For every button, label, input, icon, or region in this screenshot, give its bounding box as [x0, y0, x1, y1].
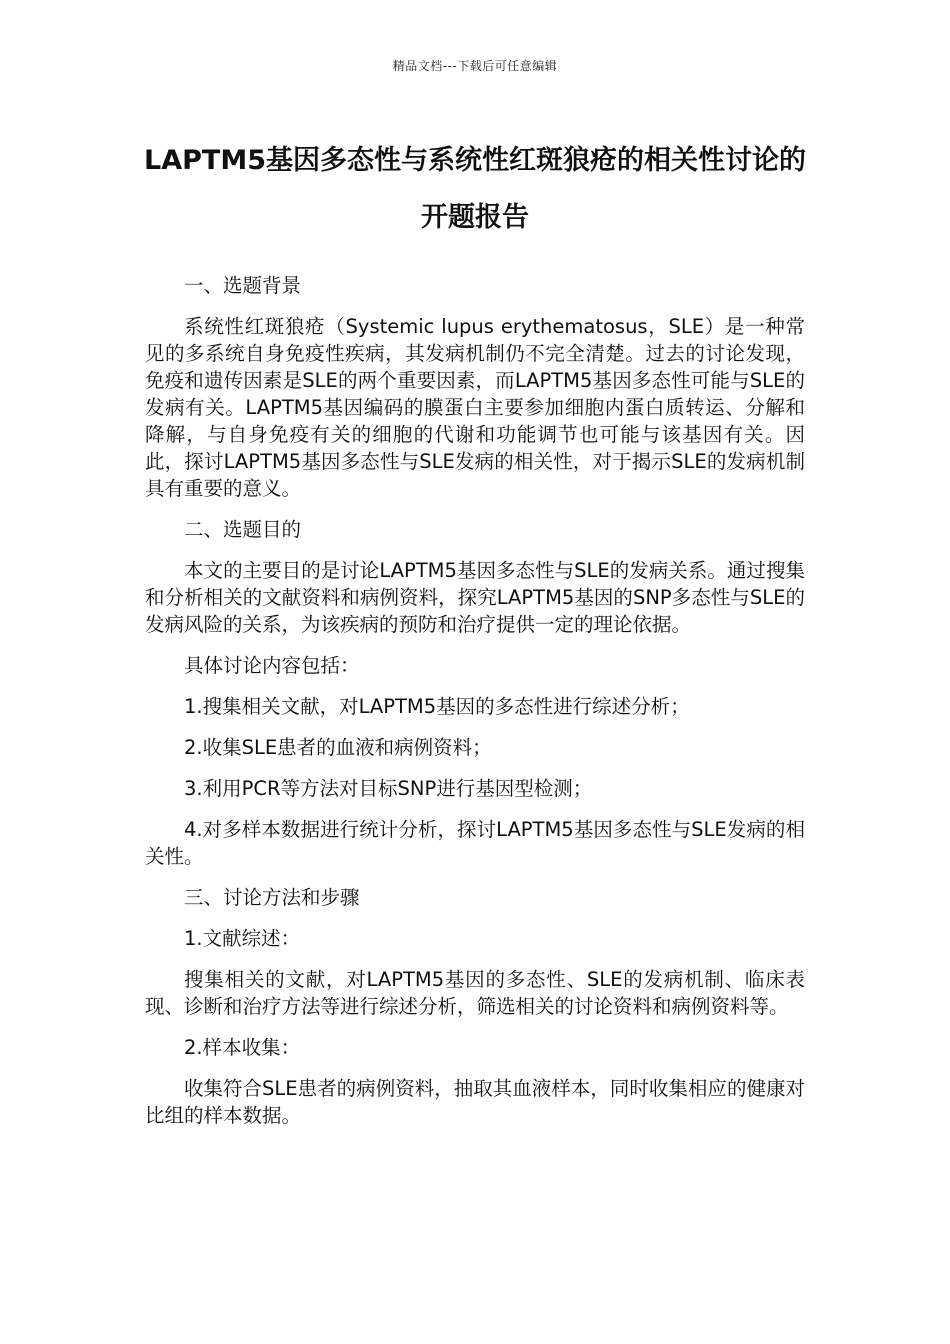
section-heading-purpose: 二、选题目的: [184, 518, 302, 541]
paragraph-purpose: 本文的主要目的是讨论LAPTM5基因多态性与SLE的发病关系。通过搜集和分析相关的文献资料和病例资料，探究LAPTM5基因的SNP多态性与SLE的发病风险的关系，为该疾病的预防和治疗提供一定的理论依据。: [145, 559, 805, 636]
document-title: LAPTM5基因多态性与系统性红斑狼疮的相关性讨论的开题报告: [144, 145, 806, 233]
paragraph-sample-collection: 收集符合SLE患者的病例资料，抽取其血液样本，同时收集相应的健康对比组的样本数据。: [145, 1077, 805, 1127]
paragraph-background: 系统性红斑狼疮（Systemic lupus erythematosus，SLE）是一种常见的多系统自身免疫性疾病，其发病机制仍不完全清楚。过去的讨论发现，免疫和遗传因素是SLE的两个重要因素，而LAPTM5基因多态性可能与SLE的发病有关。LAPTM5基因编码的膜蛋白主要参加细胞内蛋白质转运、分解和降解，与自身免疫有关的细胞的代谢和功能调节也可能与该基因有关。因此，探讨LAPTM5基因多态性与SLE发病的相关性，对于揭示SLE的发病机制具有重要的意义。: [145, 315, 805, 500]
list-item-content-4: 4.对多样本数据进行统计分析，探讨LAPTM5基因多态性与SLE发病的相关性。: [145, 818, 805, 868]
paragraph-contents-intro: 具体讨论内容包括：: [184, 654, 360, 677]
section-heading-methods: 三、讨论方法和步骤: [184, 886, 360, 909]
section-heading-background: 一、选题背景: [184, 274, 302, 297]
document-body: [145, 272, 805, 1143]
list-item-content-1: 1.搜集相关文献，对LAPTM5基因的多态性进行综述分析；: [184, 695, 690, 718]
list-item-content-3: 3.利用PCR等方法对目标SNP进行基因型检测；: [184, 777, 593, 800]
subheading-sample-collection: 2.样本收集：: [184, 1036, 301, 1059]
list-item-content-2: 2.收集SLE患者的血液和病例资料；: [184, 736, 492, 759]
subheading-literature-review: 1.文献综述：: [184, 927, 301, 950]
header-note: 精品文档---下载后可任意编辑: [392, 59, 558, 73]
paragraph-literature-review: 搜集相关的文献，对LAPTM5基因的多态性、SLE的发病机制、临床表现、诊断和治疗方法等进行综述分析，筛选相关的讨论资料和病例资料等。: [145, 968, 805, 1018]
